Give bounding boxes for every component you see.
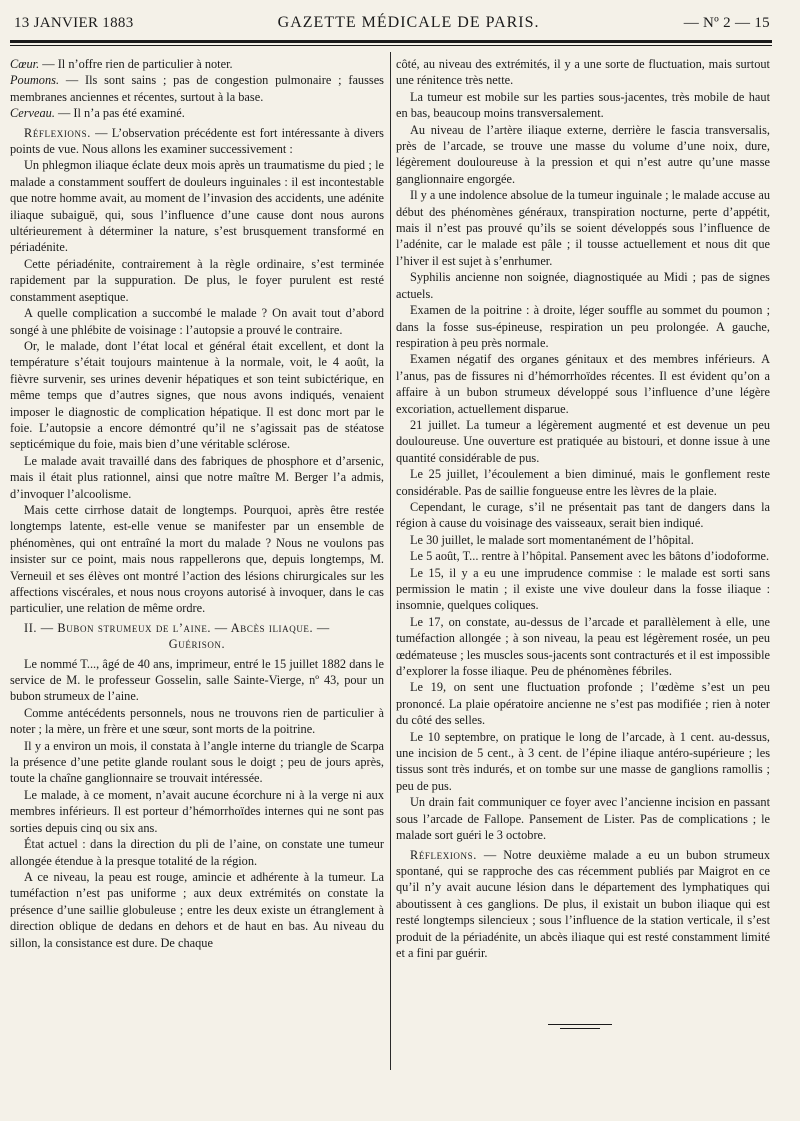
paragraph-text: — L’observation précédente est fort intéressante à divers points de vue. Nous allons les examiner successivement :	[10, 125, 384, 157]
paragraph-text: Cependant, le curage, s’il ne présentait pas tant de dangers dans la région à cause du voisinage des vaisseaux, serait bien indiqué.	[396, 499, 770, 531]
paragraph-text: — Ils sont sains ; pas de congestion pulmonaire ; fausses membranes anciennes et récentes, surtout à la base.	[10, 73, 384, 104]
paragraph	[10, 56, 384, 72]
paragraph-text: Le 25 juillet, l’écoulement a bien diminué, mais le gonflement reste considérable. Pas de saillie fongueuse entre les lèvres de la plaie.	[396, 467, 770, 498]
paragraph-text: Le 5 août, T... rentre à l’hôpital. Pansement avec les bâtons d’iodoforme.	[410, 549, 770, 564]
paragraph-text: 21 juillet. La tumeur a légèrement augmenté et est devenue un peu douloureuse. Une ouverture est pratiquée au bistouri, et donne issue à une quantité considérable de pus.	[396, 417, 770, 465]
paragraph	[396, 269, 770, 302]
paragraph-text: Mais cette cirrhose datait de longtemps. Pourquoi, après être restée longtemps latente, est-elle venue se manifester par un ensemble de phénomènes, qui ont entraîné la mort du malade ? Nous ne voulons pas insister sur ce point, mais nous rappellerons que, depuis longtemps, M. Verneuil et ses élèves ont montré l’action des lésions chirurgicales sur les affections viscérales, et nous nous croyons autorisé à invoquer, dans le cas particulier, une relation de même ordre.	[10, 502, 384, 616]
paragraph	[10, 453, 384, 502]
paragraph-text: Le 30 juillet, le malade sort momentanément de l’hôpital.	[410, 532, 694, 547]
paragraph	[396, 187, 770, 269]
paragraph-text: Le 10 septembre, on pratique le long de l’arcade, à 1 cent. au-dessus, une incision de 5 cent., à 3 cent. de l’épine iliaque antéro-supérieure ; les tissus sont très indurés, et on tombe sur une masse de ganglions ramollis ; peu de pus.	[396, 729, 770, 793]
paragraph-text: II. — Bubon strumeux de l’aine. — Abcès iliaque. —	[24, 620, 330, 635]
paragraph	[396, 89, 770, 122]
paragraph-text: Guérison.	[168, 637, 226, 652]
paragraph	[10, 636, 384, 652]
paragraph	[10, 157, 384, 255]
end-rule	[548, 1024, 612, 1025]
paragraph	[10, 105, 384, 121]
paragraph	[396, 614, 770, 680]
paragraph	[396, 847, 770, 962]
paragraph-lead: Réflexions.	[24, 125, 91, 140]
paragraph	[396, 302, 770, 351]
paragraph-text: État actuel : dans la direction du pli de l’aine, on constate une tumeur allongée étendue à la presque totalité de la région.	[10, 837, 384, 868]
paragraph-text: Le malade avait travaillé dans des fabriques de phosphore et d’arsenic, mais il était plus rationnel, ainsi que notre maître M. Berger l’a admis, d’invoquer l’alcoolisme.	[10, 453, 384, 501]
paragraph	[10, 705, 384, 738]
paragraph-text: A ce niveau, la peau est rouge, amincie et adhérente à la tumeur. La tuméfaction n’est pas uniforme ; aux deux extrémités on constate la présence d’une saillie globuleuse ; entre les deux existe un étranglement à direction oblique de dedans en dehors et de haut en bas. Au niveau du sillon, la consistance est dure. De chaque	[10, 869, 384, 950]
paragraph-text: Cette périadénite, contrairement à la règle ordinaire, s’est terminée rapidement par la suppuration. De plus, le foyer purulent est resté constamment aseptique.	[10, 256, 384, 304]
paragraph-text: Le 19, on sent une fluctuation profonde ; l’œdème s’est un peu prononcé. La plaie opératoire ancienne ne s’est pas modifiée ; rien à noter du côté des selles.	[396, 680, 770, 728]
right-column	[396, 56, 770, 1074]
paragraph	[396, 56, 770, 89]
paragraph-text: A quelle complication a succombé le malade ? On avait tout d’abord songé à une phlébite de voisinage : l’autopsie a prouvé le contraire.	[10, 306, 384, 337]
paragraph	[10, 656, 384, 705]
paragraph	[10, 338, 384, 453]
paragraph-text: Au niveau de l’artère iliaque externe, derrière le fascia transversalis, près de l’arcade, se trouve une masse du volume d’une noix, dure, légèrement douloureuse à la pression et qui n’est autre qu’une masse ganglionnaire engorgée.	[396, 122, 770, 186]
paragraph	[396, 122, 770, 188]
paragraph-text: Syphilis ancienne non soignée, diagnostiquée au Midi ; pas de signes actuels.	[396, 270, 770, 301]
paragraph-text: côté, au niveau des extrémités, il y a une sorte de fluctuation, mais surtout une rénitence très nette.	[396, 57, 770, 88]
page-header	[14, 14, 770, 34]
end-rule-short	[560, 1028, 600, 1029]
paragraph	[396, 417, 770, 466]
paragraph	[396, 532, 770, 548]
paragraph	[10, 125, 384, 158]
paragraph-text: Le 15, il y a eu une imprudence commise : le malade est sorti sans permission le matin ; il existe une vive douleur dans la fosse iliaque : insomnie, quelques coliques.	[396, 565, 770, 613]
paragraph	[396, 499, 770, 532]
paragraph-text: — Notre deuxième malade a eu un bubon strumeux spontané, qui se rapproche des cas récemment publiés par Maigrot en ce qu’il n’y avait aucune lésion dans le département des lymphatiques qui aboutissent à ces ganglions. De plus, il existait un bubon iliaque qui est resté longtemps silencieux ; sous l’influence de la station verticale, il s’est produit de la périadénite, un abcès iliaque qui est resté constamment limité et a fini par guérir.	[396, 847, 770, 960]
paragraph-text: Comme antécédents personnels, nous ne trouvons rien de particulier à noter ; la mère, un frère et une sœur, sont morts de la poitrine.	[10, 705, 384, 737]
paragraph	[396, 794, 770, 843]
paragraph	[396, 351, 770, 417]
paragraph	[10, 305, 384, 338]
paragraph-lead: Cœur.	[10, 57, 40, 71]
paragraph-text: Examen négatif des organes génitaux et des membres inférieurs. A l’anus, pas de fissures ni d’hémorrhoïdes récentes. Il est évident qu’on a affaire à un bubon strumeux développé sous l’influence d’une légère excoriation, actuellement disparue.	[396, 352, 770, 416]
paragraph	[396, 679, 770, 728]
paragraph-lead: Poumons.	[10, 73, 60, 88]
column-divider	[390, 52, 391, 1070]
paragraph	[10, 502, 384, 617]
paragraph-text: Il y a environ un mois, il constata à l’angle interne du triangle de Scarpa la présence d’une petite glande roulant sous le doigt ; peu de jours après, toute la chaîne ganglionnaire se trouvait intéressée.	[10, 738, 384, 786]
paragraph	[396, 565, 770, 614]
paragraph-text: Il y a une indolence absolue de la tumeur inguinale ; le malade accuse au début des phénomènes généraux, transpiration nocturne, perte d’appétit, mais il n’est pas prouvé qu’ils se soient développés sous l’influence de l’adénite, car le malade est pâle ; il tousse actuellement et nous dit que l’hiver il est sujet à s’enrhumer.	[396, 188, 770, 268]
paragraph-text: Le nommé T..., âgé de 40 ans, imprimeur, entré le 15 juillet 1882 dans le service de M. le professeur Gosselin, salle Sainte-Vierge, nº 43, pour un bubon strumeux de l’aine.	[10, 656, 384, 704]
paragraph-text: — Il n’offre rien de particulier à noter.	[39, 57, 233, 71]
left-column	[10, 56, 384, 1074]
paragraph-text: Le malade, à ce moment, n’avait aucune écorchure ni à la verge ni aux membres inférieurs. Il est porteur d’hémorrhoïdes internes qui ne sont pas sorties depuis cinq ou six ans.	[10, 787, 384, 835]
header-rule-thin	[10, 45, 772, 46]
paragraph-lead: Cerveau.	[10, 106, 55, 121]
paragraph-text: Un drain fait communiquer ce foyer avec l’ancienne incision en passant sous l’arcade de Fallope. Pansement de Lister. Pas de complications ; le malade sort guéri le 3 octobre.	[396, 795, 770, 843]
paragraph	[10, 256, 384, 305]
paragraph	[10, 72, 384, 105]
paragraph	[396, 548, 770, 564]
header-journal-title: GAZETTE MÉDICALE DE PARIS.	[277, 14, 540, 31]
paragraph-text: — Il n’a pas été examiné.	[54, 106, 185, 121]
paragraph	[10, 787, 384, 836]
paragraph	[396, 729, 770, 795]
paragraph-text: Or, le malade, dont l’état local et général était excellent, et dont la température s’était toujours maintenue à la normale, voit, le 4 août, la fièvre survenir, ses urines devenir hépatiques et son teint subictérique, en même temps que d’autres signes, que nous avons indiqués, venaient imposer le diagnostic de complication hépatique. Il est donc mort par le foie. L’autopsie a encore démontré qu’il ne s’agissait pas de stéatose septicémique du foie, mais bien d’une véritable sclérose.	[10, 338, 384, 452]
header-rule-thick	[10, 40, 772, 43]
header-date: 13 JANVIER 1883	[14, 15, 134, 31]
paragraph-text: Le 17, on constate, au-dessus de l’arcade et parallèlement à elle, une tuméfaction allongée ; à son niveau, la peau est légèrement rosée, un peu œdémateuse ; les muscles sous-jacents sont contracturés et il est impossible d’explorer la fosse iliaque. Peu de phénomènes fébriles.	[396, 614, 770, 679]
paragraph	[10, 620, 384, 636]
paragraph	[396, 466, 770, 499]
paragraph-text: Examen de la poitrine : à droite, léger souffle au sommet du poumon ; dans la fosse sus-épineuse, respiration un peu prolongée. A gauche, respiration à peu près normale.	[396, 303, 770, 350]
paragraph	[10, 869, 384, 951]
header-issue-page: — Nº 2 — 15	[683, 15, 770, 31]
paragraph-lead: Réflexions.	[410, 847, 477, 862]
paragraph-text: La tumeur est mobile sur les parties sous-jacentes, très mobile de haut en bas, beaucoup moins transversalement.	[396, 89, 770, 121]
paragraph	[10, 836, 384, 869]
paragraph-text: Un phlegmon iliaque éclate deux mois après un traumatisme du pied ; le malade a constamment souffert de douleurs inguinales : il est incontestable que notre homme avait, au moment de l’invasion des accidents, une adénite iliaque subaiguë, qui, sous l’influence d’une cause dont nous aurons ultérieurement à déterminer la nature, s’est brusquement transformé en périadénite.	[10, 158, 384, 255]
paragraph	[10, 738, 384, 787]
